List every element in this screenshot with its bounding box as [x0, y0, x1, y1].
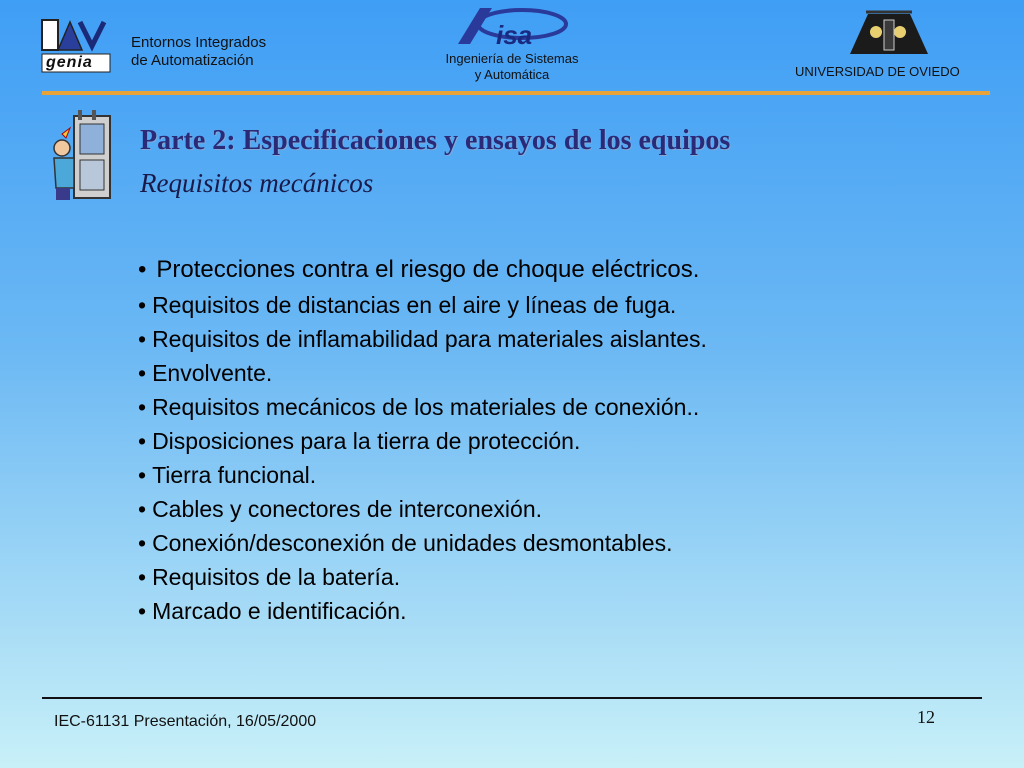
- footer-divider: [42, 697, 982, 699]
- list-item: • Requisitos de inflamabilidad para materiales aislantes.: [138, 326, 707, 352]
- header-left-line1: Entornos Integrados: [131, 34, 267, 51]
- genia-logo-text: genia: [46, 54, 93, 71]
- header-divider: [42, 91, 990, 95]
- bullet-symbol: •: [138, 530, 147, 556]
- page-number: 12: [917, 707, 935, 727]
- bullet-symbol: •: [138, 462, 147, 488]
- list-item: • Conexión/desconexión de unidades desmontables.: [138, 530, 673, 556]
- bullet-symbol: •: [138, 326, 147, 352]
- bullet-symbol: •: [138, 394, 147, 420]
- bullet-symbol: •: [138, 428, 147, 454]
- header-center-line2: y Automática: [474, 67, 550, 82]
- list-item: • Requisitos de distancias en el aire y líneas de fuga.: [138, 292, 677, 318]
- requirements-list: [138, 252, 707, 628]
- slide-title: Parte 2: Especificaciones y ensayos de los equipos: [140, 125, 731, 156]
- bullet-symbol: •: [138, 564, 147, 590]
- list-item: • Requisitos mecánicos de los materiales de conexión..: [138, 394, 700, 420]
- technician-clipart: [48, 110, 114, 202]
- bullet-symbol: •: [138, 256, 147, 283]
- list-item: • Marcado e identificación.: [138, 598, 407, 624]
- isa-logo: [452, 6, 568, 48]
- list-item: • Cables y conectores de interconexión.: [138, 496, 543, 522]
- footer-text: IEC-61131 Presentación, 16/05/2000: [54, 713, 317, 730]
- genia-logo: [40, 16, 114, 76]
- bullet-symbol: •: [138, 598, 147, 624]
- header-left-text: [131, 34, 266, 70]
- list-item: • Requisitos de la batería.: [138, 564, 401, 590]
- isa-logo-text: isa: [496, 20, 533, 50]
- slide-subtitle: Requisitos mecánicos: [140, 168, 374, 198]
- list-item: • Envolvente.: [138, 360, 273, 386]
- header-left-line2: de Automatización: [131, 52, 254, 69]
- bullet-symbol: •: [138, 360, 147, 386]
- list-item: • Tierra funcional.: [138, 462, 317, 488]
- list-item: • Protecciones contra el riesgo de choque eléctricos.: [138, 256, 700, 283]
- header-center-line1: Ingeniería de Sistemas: [445, 51, 579, 66]
- electrician-cabinet-icon: [48, 110, 114, 202]
- university-seal-icon: [846, 6, 932, 56]
- bullet-symbol: •: [138, 292, 147, 318]
- bullet-symbol: •: [138, 496, 147, 522]
- university-seal: [846, 6, 932, 56]
- header-center-text: [440, 51, 584, 83]
- university-name: UNIVERSIDAD DE OVIEDO: [795, 64, 960, 79]
- list-item: • Disposiciones para la tierra de protección.: [138, 428, 581, 454]
